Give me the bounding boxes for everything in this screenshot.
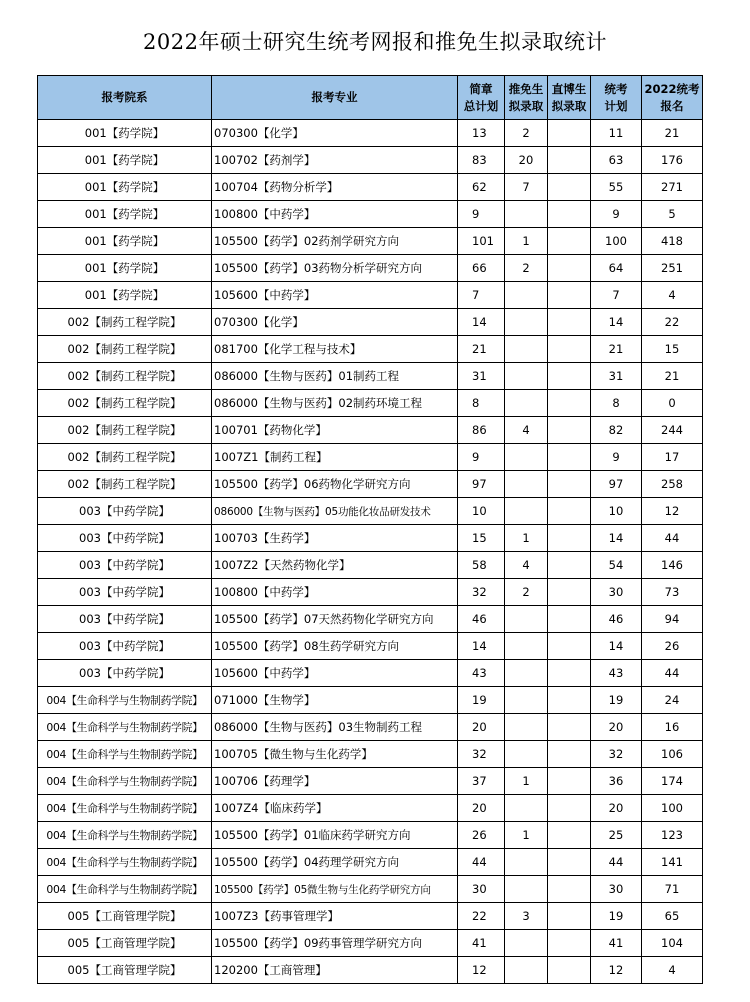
cell-tuimian — [505, 336, 548, 363]
cell-plan: 22 — [458, 903, 505, 930]
cell-plan: 9 — [458, 201, 505, 228]
cell-dept: 002【制药工程学院】 — [38, 471, 212, 498]
cell-major: 1007Z1【制药工程】 — [212, 444, 458, 471]
cell-plan: 7 — [458, 282, 505, 309]
cell-major: 1007Z4【临床药学】 — [212, 795, 458, 822]
cell-zhibo — [548, 606, 591, 633]
cell-dept: 001【药学院】 — [38, 201, 212, 228]
cell-tongkao-plan: 12 — [591, 957, 642, 984]
table-row — [38, 255, 703, 282]
cell-zhibo — [548, 174, 591, 201]
cell-plan: 83 — [458, 147, 505, 174]
cell-major: 105500【药学】02药剂学研究方向 — [212, 228, 458, 255]
cell-apply2022: 71 — [642, 876, 703, 903]
cell-tongkao-plan: 20 — [591, 714, 642, 741]
cell-tuimian — [505, 660, 548, 687]
header-plan: 简章 总计划 — [458, 76, 505, 120]
cell-tongkao-plan: 14 — [591, 525, 642, 552]
cell-dept: 003【中药学院】 — [38, 660, 212, 687]
table-row — [38, 444, 703, 471]
cell-tongkao-plan: 21 — [591, 336, 642, 363]
cell-apply2022: 15 — [642, 336, 703, 363]
cell-tongkao-plan: 19 — [591, 687, 642, 714]
cell-tuimian — [505, 795, 548, 822]
cell-tuimian: 2 — [505, 120, 548, 147]
cell-zhibo — [548, 147, 591, 174]
cell-apply2022: 0 — [642, 390, 703, 417]
table-row — [38, 147, 703, 174]
cell-apply2022: 94 — [642, 606, 703, 633]
cell-major: 100706【药理学】 — [212, 768, 458, 795]
cell-plan: 30 — [458, 876, 505, 903]
cell-tongkao-plan: 8 — [591, 390, 642, 417]
cell-tuimian — [505, 282, 548, 309]
cell-tongkao-plan: 31 — [591, 363, 642, 390]
cell-plan: 31 — [458, 363, 505, 390]
table-row — [38, 795, 703, 822]
cell-apply2022: 418 — [642, 228, 703, 255]
cell-apply2022: 251 — [642, 255, 703, 282]
cell-major: 105500【药学】04药理学研究方向 — [212, 849, 458, 876]
cell-zhibo — [548, 336, 591, 363]
cell-dept: 004【生命科学与生物制药学院】 — [38, 714, 212, 741]
cell-apply2022: 12 — [642, 498, 703, 525]
cell-major: 086000【生物与医药】05功能化妆品研发技术 — [212, 498, 458, 525]
cell-tuimian: 1 — [505, 228, 548, 255]
cell-zhibo — [548, 201, 591, 228]
cell-tuimian: 2 — [505, 579, 548, 606]
cell-apply2022: 24 — [642, 687, 703, 714]
cell-dept: 002【制药工程学院】 — [38, 336, 212, 363]
cell-zhibo — [548, 876, 591, 903]
cell-tongkao-plan: 82 — [591, 417, 642, 444]
table-row — [38, 606, 703, 633]
cell-plan: 66 — [458, 255, 505, 282]
cell-plan: 43 — [458, 660, 505, 687]
cell-tongkao-plan: 32 — [591, 741, 642, 768]
cell-plan: 14 — [458, 309, 505, 336]
cell-tuimian: 4 — [505, 417, 548, 444]
cell-major: 071000【生物学】 — [212, 687, 458, 714]
cell-tongkao-plan: 9 — [591, 444, 642, 471]
cell-zhibo — [548, 849, 591, 876]
cell-zhibo — [548, 552, 591, 579]
cell-plan: 44 — [458, 849, 505, 876]
cell-tuimian — [505, 471, 548, 498]
cell-zhibo — [548, 687, 591, 714]
cell-plan: 101 — [458, 228, 505, 255]
cell-plan: 15 — [458, 525, 505, 552]
cell-zhibo — [548, 417, 591, 444]
cell-dept: 001【药学院】 — [38, 228, 212, 255]
cell-zhibo — [548, 795, 591, 822]
cell-major: 105500【药学】01临床药学研究方向 — [212, 822, 458, 849]
cell-tuimian — [505, 390, 548, 417]
cell-apply2022: 73 — [642, 579, 703, 606]
cell-plan: 20 — [458, 714, 505, 741]
cell-tuimian — [505, 606, 548, 633]
cell-tongkao-plan: 46 — [591, 606, 642, 633]
cell-plan: 62 — [458, 174, 505, 201]
cell-zhibo — [548, 768, 591, 795]
cell-plan: 21 — [458, 336, 505, 363]
cell-major: 100701【药物化学】 — [212, 417, 458, 444]
cell-apply2022: 17 — [642, 444, 703, 471]
table-row — [38, 714, 703, 741]
cell-major: 100800【中药学】 — [212, 201, 458, 228]
cell-major: 100702【药剂学】 — [212, 147, 458, 174]
cell-major: 105600【中药学】 — [212, 660, 458, 687]
cell-plan: 32 — [458, 579, 505, 606]
cell-dept: 002【制药工程学院】 — [38, 390, 212, 417]
cell-major: 086000【生物与医药】01制药工程 — [212, 363, 458, 390]
cell-apply2022: 21 — [642, 363, 703, 390]
cell-major: 105600【中药学】 — [212, 282, 458, 309]
cell-dept: 002【制药工程学院】 — [38, 417, 212, 444]
cell-tuimian — [505, 633, 548, 660]
cell-dept: 002【制药工程学院】 — [38, 444, 212, 471]
cell-tongkao-plan: 14 — [591, 633, 642, 660]
cell-apply2022: 16 — [642, 714, 703, 741]
table-row — [38, 876, 703, 903]
cell-tongkao-plan: 64 — [591, 255, 642, 282]
cell-major: 081700【化学工程与技术】 — [212, 336, 458, 363]
header-tuimian: 推免生 拟录取 — [505, 76, 548, 120]
cell-zhibo — [548, 498, 591, 525]
cell-tuimian — [505, 201, 548, 228]
cell-dept: 001【药学院】 — [38, 120, 212, 147]
cell-zhibo — [548, 579, 591, 606]
cell-major: 100705【微生物与生化药学】 — [212, 741, 458, 768]
cell-tuimian: 2 — [505, 255, 548, 282]
table-row — [38, 687, 703, 714]
cell-tongkao-plan: 19 — [591, 903, 642, 930]
cell-major: 086000【生物与医药】02制药环境工程 — [212, 390, 458, 417]
cell-tongkao-plan: 36 — [591, 768, 642, 795]
table-row — [38, 579, 703, 606]
cell-tongkao-plan: 30 — [591, 876, 642, 903]
cell-major: 105500【药学】03药物分析学研究方向 — [212, 255, 458, 282]
cell-apply2022: 106 — [642, 741, 703, 768]
cell-dept: 004【生命科学与生物制药学院】 — [38, 822, 212, 849]
cell-tongkao-plan: 11 — [591, 120, 642, 147]
cell-apply2022: 100 — [642, 795, 703, 822]
cell-tongkao-plan: 9 — [591, 201, 642, 228]
cell-plan: 13 — [458, 120, 505, 147]
cell-zhibo — [548, 471, 591, 498]
cell-zhibo — [548, 660, 591, 687]
cell-major: 086000【生物与医药】03生物制药工程 — [212, 714, 458, 741]
cell-dept: 005【工商管理学院】 — [38, 930, 212, 957]
cell-zhibo — [548, 363, 591, 390]
cell-tuimian: 7 — [505, 174, 548, 201]
page-title: 2022年硕士研究生统考网报和推免生拟录取统计 — [143, 30, 607, 54]
cell-dept: 001【药学院】 — [38, 255, 212, 282]
cell-apply2022: 5 — [642, 201, 703, 228]
cell-zhibo — [548, 525, 591, 552]
cell-apply2022: 26 — [642, 633, 703, 660]
header-major: 报考专业 — [212, 76, 458, 120]
cell-zhibo — [548, 714, 591, 741]
cell-major: 105500【药学】05微生物与生化药学研究方向 — [212, 876, 458, 903]
table-row — [38, 822, 703, 849]
cell-dept: 001【药学院】 — [38, 282, 212, 309]
cell-tongkao-plan: 14 — [591, 309, 642, 336]
cell-plan: 97 — [458, 471, 505, 498]
cell-major: 105500【药学】09药事管理学研究方向 — [212, 930, 458, 957]
cell-plan: 26 — [458, 822, 505, 849]
cell-apply2022: 4 — [642, 957, 703, 984]
table-row — [38, 930, 703, 957]
cell-plan: 12 — [458, 957, 505, 984]
table-row — [38, 201, 703, 228]
table-row — [38, 336, 703, 363]
cell-plan: 14 — [458, 633, 505, 660]
cell-apply2022: 258 — [642, 471, 703, 498]
cell-apply2022: 141 — [642, 849, 703, 876]
cell-zhibo — [548, 444, 591, 471]
cell-plan: 9 — [458, 444, 505, 471]
cell-dept: 005【工商管理学院】 — [38, 903, 212, 930]
cell-dept: 003【中药学院】 — [38, 525, 212, 552]
cell-major: 105500【药学】07天然药物化学研究方向 — [212, 606, 458, 633]
table-row — [38, 363, 703, 390]
cell-tuimian: 1 — [505, 525, 548, 552]
cell-apply2022: 44 — [642, 660, 703, 687]
cell-tuimian — [505, 687, 548, 714]
table-row — [38, 633, 703, 660]
cell-tuimian — [505, 309, 548, 336]
cell-tuimian: 4 — [505, 552, 548, 579]
cell-major: 100703【生药学】 — [212, 525, 458, 552]
cell-tuimian — [505, 930, 548, 957]
table-row — [38, 390, 703, 417]
cell-plan: 8 — [458, 390, 505, 417]
cell-plan: 46 — [458, 606, 505, 633]
cell-major: 120200【工商管理】 — [212, 957, 458, 984]
cell-zhibo — [548, 390, 591, 417]
cell-plan: 41 — [458, 930, 505, 957]
header-row — [38, 76, 703, 120]
cell-dept: 002【制药工程学院】 — [38, 363, 212, 390]
table-row — [38, 552, 703, 579]
cell-dept: 004【生命科学与生物制药学院】 — [38, 876, 212, 903]
table-row — [38, 471, 703, 498]
cell-tuimian: 20 — [505, 147, 548, 174]
cell-dept: 002【制药工程学院】 — [38, 309, 212, 336]
cell-dept: 003【中药学院】 — [38, 633, 212, 660]
header-apply2022: 2022统考 报名 — [642, 76, 703, 120]
table-row — [38, 660, 703, 687]
cell-tuimian: 3 — [505, 903, 548, 930]
cell-zhibo — [548, 309, 591, 336]
cell-major: 105500【药学】08生药学研究方向 — [212, 633, 458, 660]
table-row — [38, 282, 703, 309]
cell-tuimian: 1 — [505, 822, 548, 849]
cell-tuimian — [505, 444, 548, 471]
cell-zhibo — [548, 957, 591, 984]
cell-tongkao-plan: 30 — [591, 579, 642, 606]
cell-apply2022: 123 — [642, 822, 703, 849]
cell-tuimian: 1 — [505, 768, 548, 795]
cell-tongkao-plan: 20 — [591, 795, 642, 822]
cell-zhibo — [548, 120, 591, 147]
cell-plan: 20 — [458, 795, 505, 822]
cell-tongkao-plan: 54 — [591, 552, 642, 579]
table-row — [38, 741, 703, 768]
cell-plan: 37 — [458, 768, 505, 795]
cell-plan: 32 — [458, 741, 505, 768]
cell-apply2022: 22 — [642, 309, 703, 336]
cell-apply2022: 176 — [642, 147, 703, 174]
cell-apply2022: 174 — [642, 768, 703, 795]
table-row — [38, 174, 703, 201]
table-row — [38, 228, 703, 255]
cell-zhibo — [548, 228, 591, 255]
table-row — [38, 957, 703, 984]
cell-major: 070300【化学】 — [212, 120, 458, 147]
cell-major: 1007Z3【药事管理学】 — [212, 903, 458, 930]
table-row — [38, 903, 703, 930]
cell-dept: 005【工商管理学院】 — [38, 957, 212, 984]
cell-dept: 001【药学院】 — [38, 174, 212, 201]
cell-plan: 10 — [458, 498, 505, 525]
cell-dept: 003【中药学院】 — [38, 579, 212, 606]
cell-dept: 003【中药学院】 — [38, 498, 212, 525]
cell-tongkao-plan: 43 — [591, 660, 642, 687]
cell-apply2022: 271 — [642, 174, 703, 201]
cell-tongkao-plan: 44 — [591, 849, 642, 876]
table-row — [38, 849, 703, 876]
cell-tongkao-plan: 10 — [591, 498, 642, 525]
cell-apply2022: 21 — [642, 120, 703, 147]
cell-dept: 004【生命科学与生物制药学院】 — [38, 768, 212, 795]
cell-dept: 003【中药学院】 — [38, 606, 212, 633]
cell-tongkao-plan: 55 — [591, 174, 642, 201]
cell-apply2022: 146 — [642, 552, 703, 579]
table-row — [38, 525, 703, 552]
cell-tuimian — [505, 363, 548, 390]
cell-tuimian — [505, 714, 548, 741]
table-row — [38, 120, 703, 147]
cell-apply2022: 104 — [642, 930, 703, 957]
cell-major: 1007Z2【天然药物化学】 — [212, 552, 458, 579]
cell-tuimian — [505, 498, 548, 525]
table-row — [38, 768, 703, 795]
cell-tuimian — [505, 876, 548, 903]
cell-tongkao-plan: 100 — [591, 228, 642, 255]
table-row — [38, 309, 703, 336]
cell-tuimian — [505, 957, 548, 984]
cell-tongkao-plan: 63 — [591, 147, 642, 174]
admission-table — [37, 75, 703, 984]
cell-zhibo — [548, 633, 591, 660]
cell-dept: 004【生命科学与生物制药学院】 — [38, 849, 212, 876]
cell-dept: 004【生命科学与生物制药学院】 — [38, 741, 212, 768]
cell-plan: 86 — [458, 417, 505, 444]
cell-tongkao-plan: 25 — [591, 822, 642, 849]
cell-major: 105500【药学】06药物化学研究方向 — [212, 471, 458, 498]
cell-dept: 004【生命科学与生物制药学院】 — [38, 687, 212, 714]
cell-major: 100704【药物分析学】 — [212, 174, 458, 201]
cell-plan: 19 — [458, 687, 505, 714]
cell-apply2022: 65 — [642, 903, 703, 930]
header-zhibo: 直博生 拟录取 — [548, 76, 591, 120]
cell-plan: 58 — [458, 552, 505, 579]
cell-zhibo — [548, 255, 591, 282]
cell-apply2022: 44 — [642, 525, 703, 552]
cell-zhibo — [548, 282, 591, 309]
cell-zhibo — [548, 930, 591, 957]
cell-tongkao-plan: 7 — [591, 282, 642, 309]
table-row — [38, 417, 703, 444]
cell-tongkao-plan: 41 — [591, 930, 642, 957]
cell-dept: 004【生命科学与生物制药学院】 — [38, 795, 212, 822]
cell-apply2022: 244 — [642, 417, 703, 444]
table-row — [38, 498, 703, 525]
header-tongkao-plan: 统考 计划 — [591, 76, 642, 120]
table-body — [38, 120, 703, 984]
cell-tuimian — [505, 741, 548, 768]
cell-zhibo — [548, 903, 591, 930]
cell-major: 070300【化学】 — [212, 309, 458, 336]
cell-tuimian — [505, 849, 548, 876]
cell-dept: 003【中药学院】 — [38, 552, 212, 579]
header-dept: 报考院系 — [38, 76, 212, 120]
cell-apply2022: 4 — [642, 282, 703, 309]
cell-zhibo — [548, 822, 591, 849]
cell-dept: 001【药学院】 — [38, 147, 212, 174]
cell-major: 100800【中药学】 — [212, 579, 458, 606]
cell-tongkao-plan: 97 — [591, 471, 642, 498]
cell-zhibo — [548, 741, 591, 768]
